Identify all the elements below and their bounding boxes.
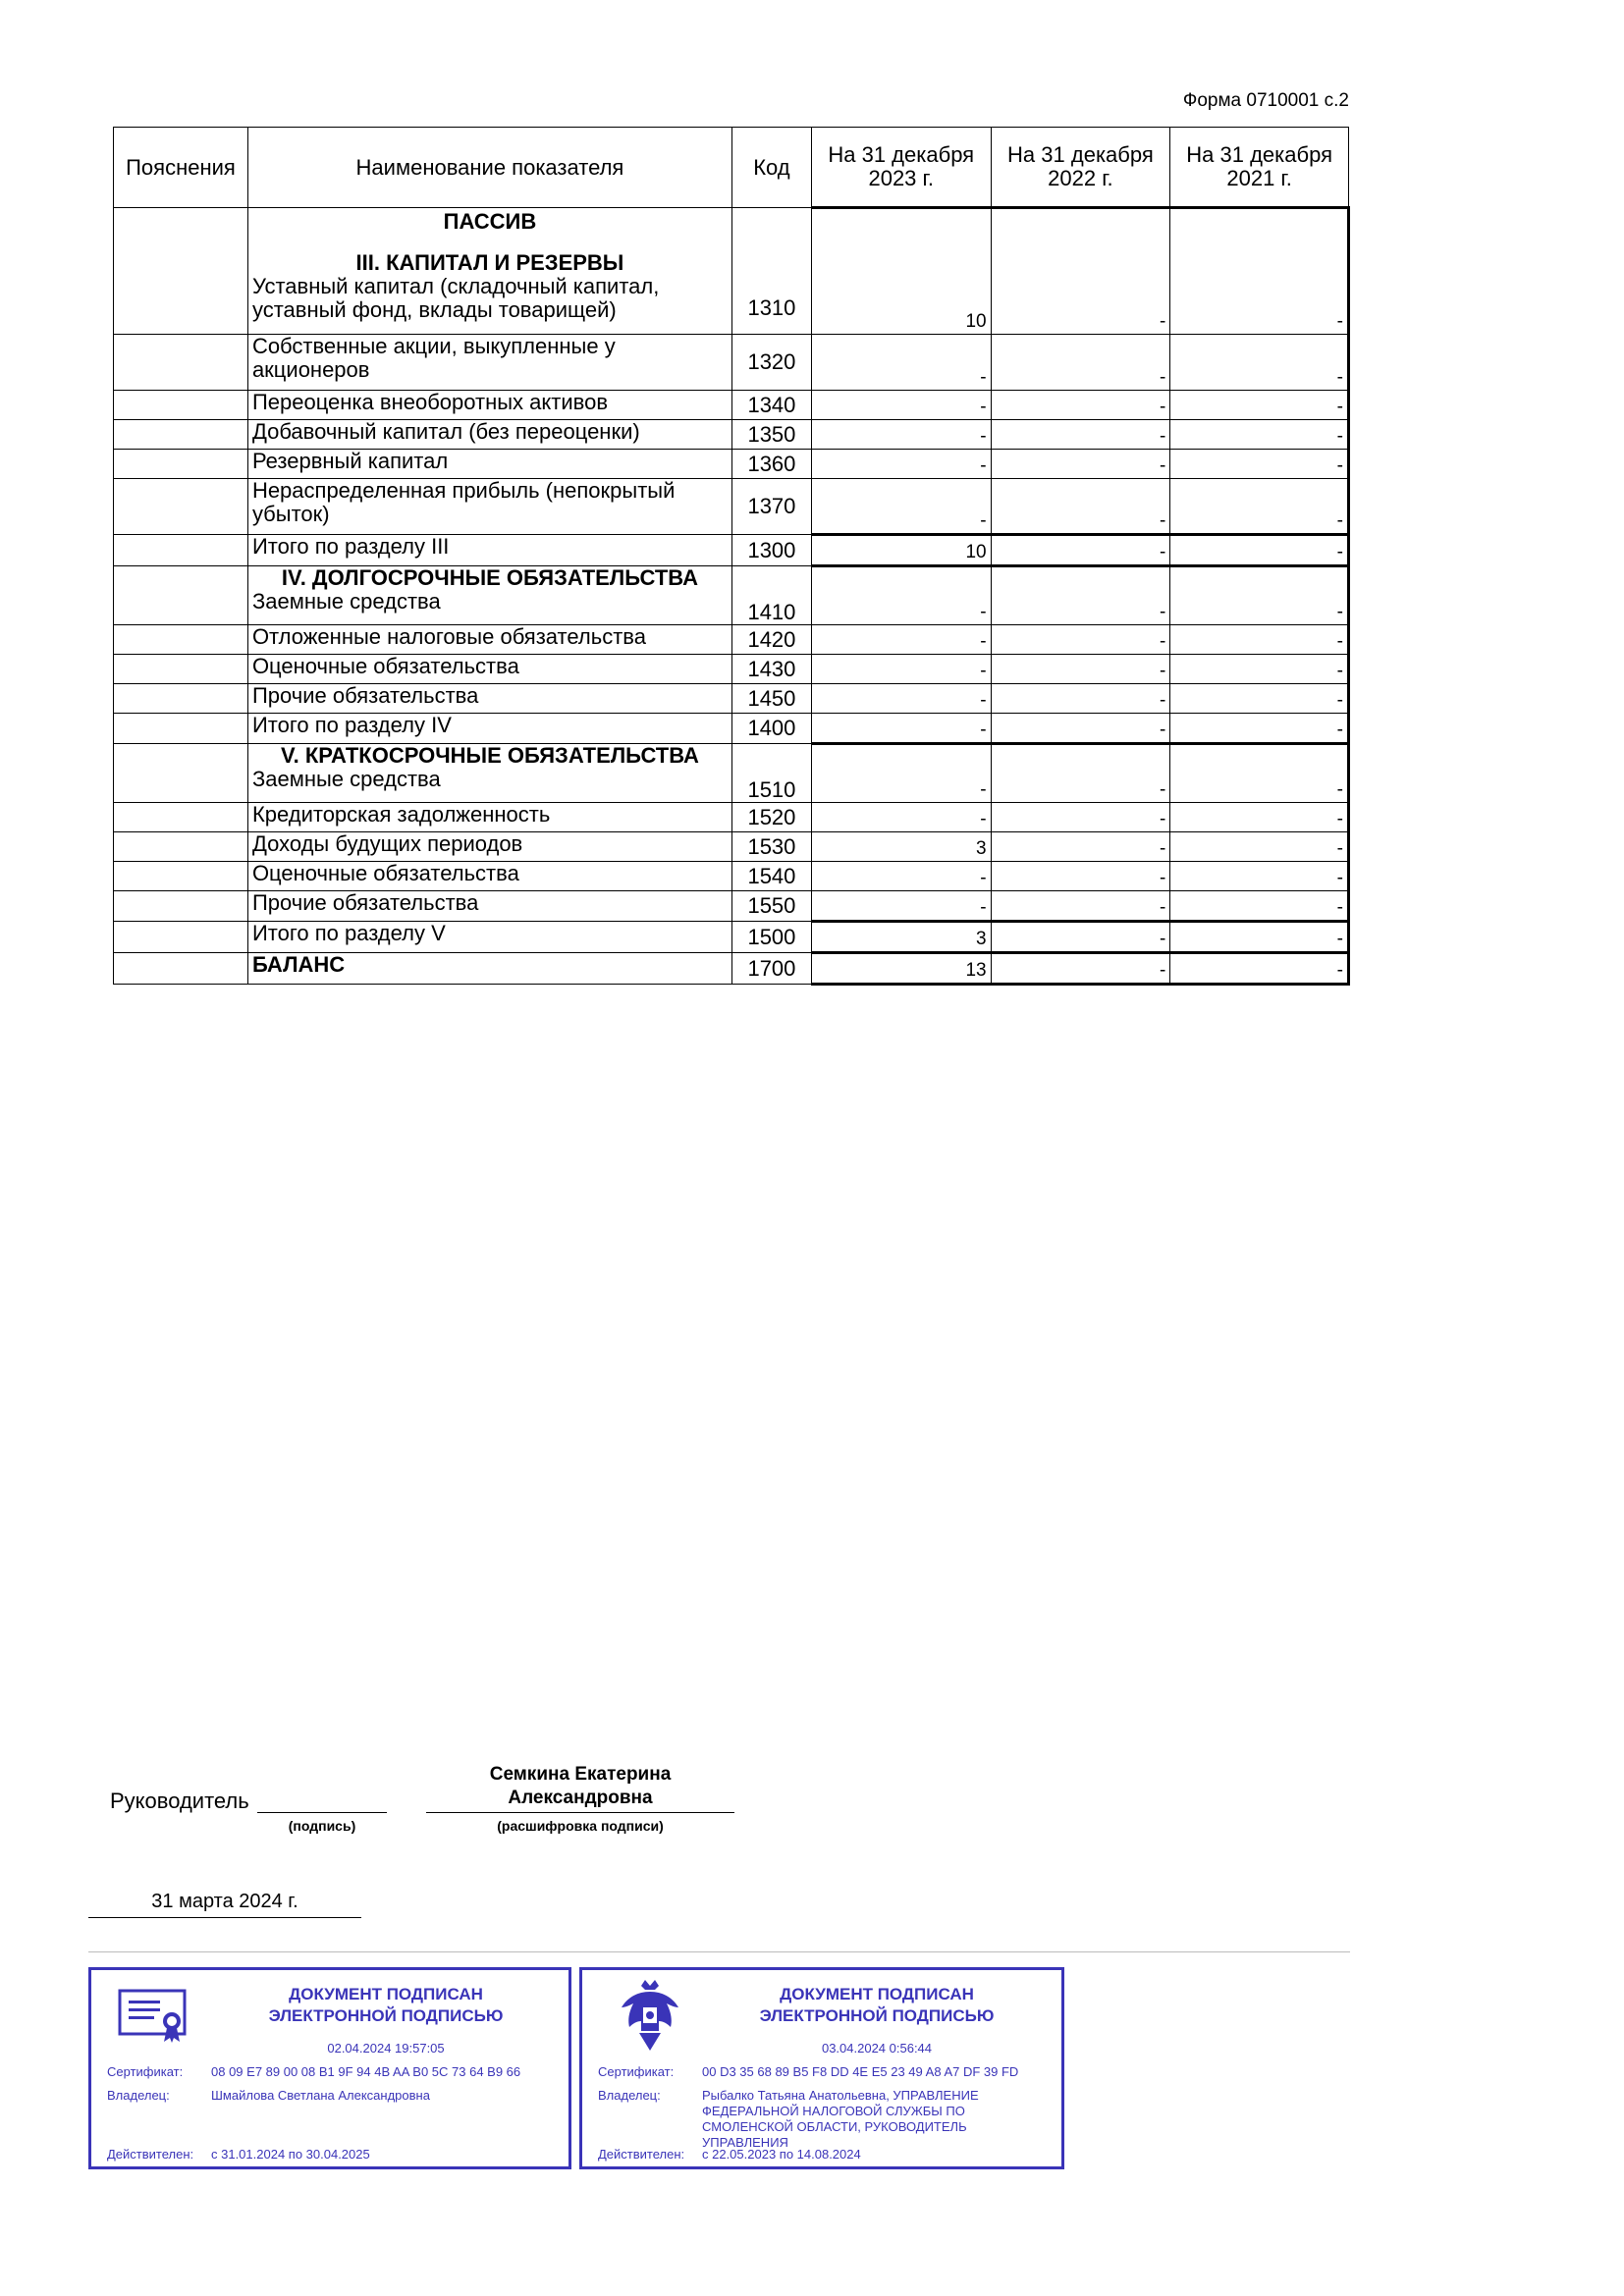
signature-caption: (подпись) bbox=[288, 1818, 356, 1834]
row-name: Собственные акции, выкупленные у акционеров bbox=[247, 335, 731, 391]
row-label: Уставный капитал (складочный капитал, уставный фонд, вклады товарищей) bbox=[251, 274, 660, 322]
row-name: Оценочные обязательства bbox=[247, 655, 731, 684]
value-2021: - bbox=[1170, 450, 1349, 479]
value-2022: - bbox=[991, 625, 1170, 655]
notes-cell bbox=[114, 862, 248, 891]
table-row bbox=[114, 655, 1349, 684]
notes-cell bbox=[114, 625, 248, 655]
table-row bbox=[114, 832, 1349, 862]
value-2023: - bbox=[811, 655, 991, 684]
row-code: 1370 bbox=[731, 479, 811, 535]
notes-cell bbox=[114, 714, 248, 744]
header-name: Наименование показателя bbox=[247, 128, 731, 208]
notes-cell bbox=[114, 891, 248, 922]
notes-cell bbox=[114, 655, 248, 684]
table-row bbox=[114, 684, 1349, 714]
row-code: 1520 bbox=[731, 803, 811, 832]
row-code: 1500 bbox=[731, 922, 811, 953]
row-code: 1540 bbox=[731, 862, 811, 891]
row-code: 1550 bbox=[731, 891, 811, 922]
row-code: 1450 bbox=[731, 684, 811, 714]
notes-cell bbox=[114, 953, 248, 985]
row-code: 1430 bbox=[731, 655, 811, 684]
value-2022: - bbox=[991, 450, 1170, 479]
row-code: 1400 bbox=[731, 714, 811, 744]
table-row bbox=[114, 714, 1349, 744]
header-col-2021: На 31 декабря 2021 г. bbox=[1170, 128, 1349, 208]
notes-cell bbox=[114, 566, 248, 625]
header-code: Код bbox=[731, 128, 811, 208]
stamp-cert: Сертификат: 08 09 E7 89 00 08 B1 9F 94 4B AA B0 5C 73 64 B9 66 bbox=[107, 2064, 521, 2079]
header-notes: Пояснения bbox=[114, 128, 248, 208]
notes-cell bbox=[114, 450, 248, 479]
row-code: 1350 bbox=[731, 420, 811, 450]
value-2023: - bbox=[811, 420, 991, 450]
section-title-capital: III. КАПИТАЛ И РЕЗЕРВЫ bbox=[355, 250, 624, 275]
row-name bbox=[247, 208, 731, 335]
stamp-owner: Владелец: Шмайлова Светлана Александровна bbox=[107, 2088, 430, 2103]
section-title-short-term: V. КРАТКОСРОЧНЫЕ ОБЯЗАТЕЛЬСТВА bbox=[281, 743, 699, 768]
row-code: 1320 bbox=[731, 335, 811, 391]
row-name bbox=[247, 566, 731, 625]
signature-line bbox=[257, 1812, 387, 1813]
value-2022: - bbox=[991, 655, 1170, 684]
table-row bbox=[114, 922, 1349, 953]
value-2021: - bbox=[1170, 535, 1349, 566]
value-2023: - bbox=[811, 803, 991, 832]
value-2022: - bbox=[991, 479, 1170, 535]
row-code: 1530 bbox=[731, 832, 811, 862]
value-2022: - bbox=[991, 535, 1170, 566]
value-2021: - bbox=[1170, 862, 1349, 891]
e-signature-stamp bbox=[579, 1967, 1064, 2169]
value-2022: - bbox=[991, 391, 1170, 420]
notes-cell bbox=[114, 803, 248, 832]
row-name: Итого по разделу III bbox=[247, 535, 731, 566]
stamp-date: 03.04.2024 0:56:44 bbox=[821, 2041, 933, 2056]
value-2023: - bbox=[811, 744, 991, 803]
table-row bbox=[114, 803, 1349, 832]
value-2022: - bbox=[991, 566, 1170, 625]
value-2023: - bbox=[811, 335, 991, 391]
value-2021: - bbox=[1170, 684, 1349, 714]
value-2021: - bbox=[1170, 891, 1349, 922]
stamp-title: ДОКУМЕНТ ПОДПИСАН ЭЛЕКТРОННОЙ ПОДПИСЬЮ bbox=[759, 1985, 995, 2025]
stamp-cert: Сертификат: 00 D3 35 68 89 B5 F8 DD 4E E5 23 49 A8 A7 DF 39 FD bbox=[598, 2064, 1019, 2079]
row-name: Оценочные обязательства bbox=[247, 862, 731, 891]
table-row bbox=[114, 535, 1349, 566]
value-2021: - bbox=[1170, 420, 1349, 450]
row-label: Заемные средства bbox=[251, 589, 441, 614]
value-2021: - bbox=[1170, 832, 1349, 862]
row-code: 1700 bbox=[731, 953, 811, 985]
value-2022: - bbox=[991, 803, 1170, 832]
value-2021: - bbox=[1170, 922, 1349, 953]
certificate-icon bbox=[117, 1988, 193, 2045]
row-name: Переоценка внеоборотных активов bbox=[247, 391, 731, 420]
signer-name: Семкина Екатерина Александровна bbox=[489, 1764, 672, 1808]
value-2022: - bbox=[991, 335, 1170, 391]
value-2022: - bbox=[991, 744, 1170, 803]
value-2021: - bbox=[1170, 744, 1349, 803]
divider bbox=[88, 1951, 1350, 1952]
notes-cell bbox=[114, 391, 248, 420]
notes-cell bbox=[114, 744, 248, 803]
stamp-valid: Действителен: с 22.05.2023 по 14.08.2024 bbox=[598, 2147, 861, 2162]
row-name: Нераспределенная прибыль (непокрытый убыток) bbox=[247, 479, 731, 535]
value-2021: - bbox=[1170, 479, 1349, 535]
value-2021: - bbox=[1170, 803, 1349, 832]
stamp-owner: Владелец: Рыбалко Татьяна Анатольевна, УПРАВЛЕНИЕ ФЕДЕРАЛЬНОЙ НАЛОГОВОЙ СЛУЖБЫ ПО СМОЛЕНСКОЙ ОБЛАСТИ, РУКОВОДИТЕЛЬ УПРАВЛЕНИЯ bbox=[598, 2088, 979, 2150]
e-signature-stamp bbox=[88, 1967, 571, 2169]
row-name: Прочие обязательства bbox=[247, 684, 731, 714]
value-2021: - bbox=[1170, 566, 1349, 625]
stamp-title: ДОКУМЕНТ ПОДПИСАН ЭЛЕКТРОННОЙ ПОДПИСЬЮ bbox=[268, 1985, 504, 2025]
signature-decode-caption: (расшифровка подписи) bbox=[497, 1818, 664, 1834]
section-title-liabilities: ПАССИВ bbox=[443, 209, 537, 234]
row-name: Резервный капитал bbox=[247, 450, 731, 479]
value-2023: 3 bbox=[811, 922, 991, 953]
table-row bbox=[114, 420, 1349, 450]
row-code: 1340 bbox=[731, 391, 811, 420]
form-reference: Форма 0710001 с.2 bbox=[1182, 90, 1349, 111]
value-2022: - bbox=[991, 714, 1170, 744]
value-2023: - bbox=[811, 391, 991, 420]
value-2023: 3 bbox=[811, 832, 991, 862]
value-2023: - bbox=[811, 862, 991, 891]
table-header-row bbox=[114, 128, 1349, 208]
value-2023: - bbox=[811, 479, 991, 535]
table-row bbox=[114, 953, 1349, 985]
value-2022: - bbox=[991, 684, 1170, 714]
table-row bbox=[114, 391, 1349, 420]
value-2023: 13 bbox=[811, 953, 991, 985]
row-code: 1420 bbox=[731, 625, 811, 655]
row-name: Итого по разделу IV bbox=[247, 714, 731, 744]
signature-date: 31 марта 2024 г. bbox=[88, 1891, 361, 1918]
value-2022: - bbox=[991, 922, 1170, 953]
row-code: 1410 bbox=[731, 566, 811, 625]
value-2023: - bbox=[811, 450, 991, 479]
value-2023: 10 bbox=[811, 208, 991, 335]
value-2021: - bbox=[1170, 625, 1349, 655]
table-row bbox=[114, 479, 1349, 535]
value-2022: - bbox=[991, 832, 1170, 862]
row-name: Доходы будущих периодов bbox=[247, 832, 731, 862]
row-name: Добавочный капитал (без переоценки) bbox=[247, 420, 731, 450]
table-row bbox=[114, 208, 1349, 335]
header-col-2023: На 31 декабря 2023 г. bbox=[811, 128, 991, 208]
stamp-valid: Действителен: с 31.01.2024 по 30.04.2025 bbox=[107, 2147, 370, 2162]
value-2023: - bbox=[811, 625, 991, 655]
row-code: 1510 bbox=[731, 744, 811, 803]
value-2021: - bbox=[1170, 335, 1349, 391]
row-code: 1360 bbox=[731, 450, 811, 479]
notes-cell bbox=[114, 535, 248, 566]
signature-decode-line bbox=[426, 1812, 734, 1813]
notes-cell bbox=[114, 922, 248, 953]
row-name: Отложенные налоговые обязательства bbox=[247, 625, 731, 655]
row-name bbox=[247, 744, 731, 803]
table-row bbox=[114, 625, 1349, 655]
value-2021: - bbox=[1170, 953, 1349, 985]
table-row bbox=[114, 744, 1349, 803]
value-2022: - bbox=[991, 953, 1170, 985]
value-2022: - bbox=[991, 420, 1170, 450]
notes-cell bbox=[114, 208, 248, 335]
table-row bbox=[114, 862, 1349, 891]
row-name: Прочие обязательства bbox=[247, 891, 731, 922]
row-code: 1300 bbox=[731, 535, 811, 566]
value-2022: - bbox=[991, 862, 1170, 891]
notes-cell bbox=[114, 684, 248, 714]
row-name: Итого по разделу V bbox=[247, 922, 731, 953]
value-2023: - bbox=[811, 714, 991, 744]
stamp-date: 02.04.2024 19:57:05 bbox=[327, 2041, 445, 2056]
value-2021: - bbox=[1170, 391, 1349, 420]
value-2023: - bbox=[811, 891, 991, 922]
table-row bbox=[114, 450, 1349, 479]
signer-role: Руководитель bbox=[110, 1789, 249, 1813]
emblem-icon bbox=[616, 1978, 684, 2053]
section-title-long-term: IV. ДОЛГОСРОЧНЫЕ ОБЯЗАТЕЛЬСТВА bbox=[281, 565, 698, 590]
value-2023: - bbox=[811, 684, 991, 714]
balance-table bbox=[113, 127, 1350, 986]
value-2023: - bbox=[811, 566, 991, 625]
value-2021: - bbox=[1170, 655, 1349, 684]
header-col-2022: На 31 декабря 2022 г. bbox=[991, 128, 1170, 208]
notes-cell bbox=[114, 335, 248, 391]
notes-cell bbox=[114, 832, 248, 862]
value-2023: 10 bbox=[811, 535, 991, 566]
table-row bbox=[114, 335, 1349, 391]
value-2022: - bbox=[991, 208, 1170, 335]
value-2022: - bbox=[991, 891, 1170, 922]
notes-cell bbox=[114, 420, 248, 450]
notes-cell bbox=[114, 479, 248, 535]
row-label: Заемные средства bbox=[251, 767, 441, 791]
table-row bbox=[114, 891, 1349, 922]
value-2021: - bbox=[1170, 714, 1349, 744]
row-name: Кредиторская задолженность bbox=[247, 803, 731, 832]
table-row bbox=[114, 566, 1349, 625]
row-name: БАЛАНС bbox=[247, 953, 731, 985]
value-2021: - bbox=[1170, 208, 1349, 335]
row-code: 1310 bbox=[731, 208, 811, 335]
